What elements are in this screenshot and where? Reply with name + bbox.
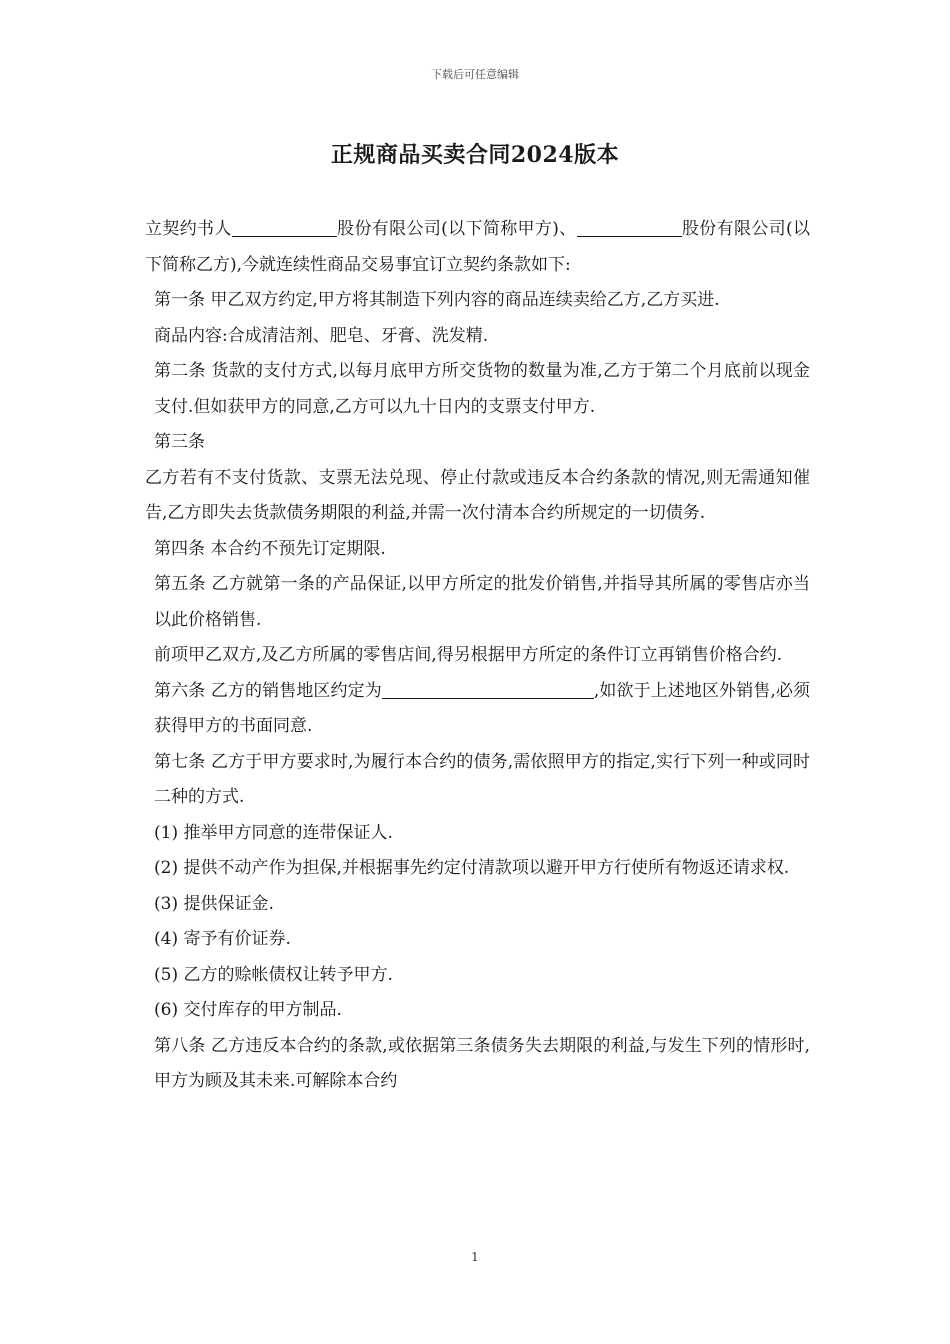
article-3: 乙方若有不支付货款、支票无法兑现、停止付款或违反本合约条款的情况,则无需通知催告,乙方即失去货款债务期限的利益,并需一次付清本合约所规定的一切债务. <box>145 467 810 523</box>
intro-text-2: 股份有限公司(以下简称甲方)、 <box>336 219 577 239</box>
article-6 <box>145 674 810 745</box>
article-7-item-5: (5) 乙方的赊帐债权让转予甲方. <box>154 964 393 985</box>
article-1: 第一条 甲乙双方约定,甲方将其制造下列内容的商品连续卖给乙方,乙方买进. <box>154 290 720 310</box>
article-6-text-2: ,如欲于上述地区外销售,必须获得甲方的书面同意. <box>154 680 811 736</box>
article-7-item-6: (6) 交付库存的甲方制品. <box>154 1000 342 1020</box>
party-b-blank <box>577 216 682 237</box>
party-a-blank <box>232 216 337 237</box>
article-7: 第七条 乙方于甲方要求时,为履行本合约的债务,需依照甲方的指定,实行下列一种或同时二种的方式. <box>154 751 810 807</box>
article-8: 第八条 乙方违反本合约的条款,或依据第三条债务失去期限的利益,与发生下列的情形时,甲方为顾及其未来.可解除本合约 <box>154 1035 810 1091</box>
article-5-extra: 前项甲乙双方,及乙方所属的零售店间,得另根据甲方所定的条件订立再销售价格合约. <box>154 645 783 665</box>
intro-text-1: 立契约书人 <box>145 219 232 239</box>
intro-text-3: 股份有限公司(以下简称乙方),今就连续性商品交易事宜订立契约条款如下: <box>145 219 811 275</box>
contract-body <box>145 212 810 1100</box>
sales-region-blank <box>382 678 594 699</box>
article-2: 第二条 货款的支付方式,以每月底甲方所交货物的数量为准,乙方于第二个月底前以现金支付.但如获甲方的同意,乙方可以九十日内的支票支付甲方. <box>154 361 810 417</box>
intro-paragraph <box>145 212 810 283</box>
document-title: 正规商品买卖合同2024版本 <box>330 142 620 168</box>
article-4: 第四条 本合约不预先订定期限. <box>154 538 386 559</box>
article-7-item-4: (4) 寄予有价证券. <box>154 929 291 949</box>
article-1-goods: 商品内容:合成清洁剂、肥皂、牙膏、洗发精. <box>154 325 489 346</box>
page-number: 1 <box>471 1250 479 1264</box>
article-7-item-3: (3) 提供保证金. <box>154 893 274 914</box>
article-3-title: 第三条 <box>154 432 205 452</box>
header-note: 下载后可任意编辑 <box>431 68 519 81</box>
article-5: 第五条 乙方就第一条的产品保证,以甲方所定的批发价销售,并指导其所属的零售店亦当以此价格销售. <box>154 574 810 630</box>
article-6-text-1: 第六条 乙方的销售地区约定为 <box>154 680 382 701</box>
article-7-item-1: (1) 推举甲方同意的连带保证人. <box>154 822 393 843</box>
article-7-item-2: (2) 提供不动产作为担保,并根据事先约定付清款项以避开甲方行使所有物返还请求权. <box>154 858 790 878</box>
